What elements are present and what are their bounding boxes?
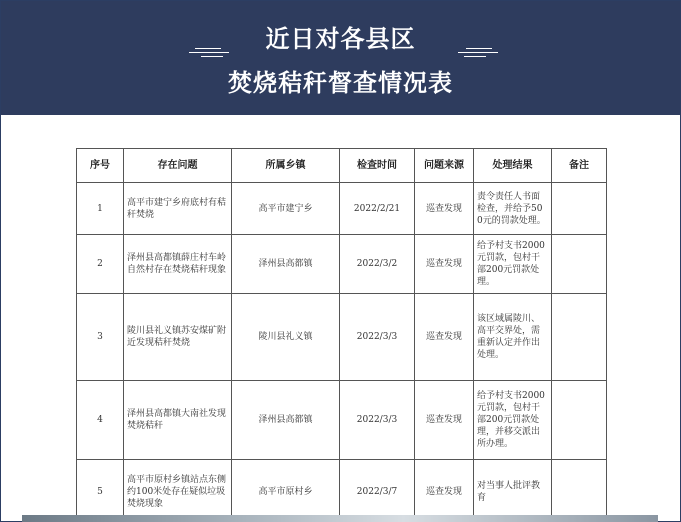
title-banner xyxy=(1,1,680,115)
cell-date: 2022/3/3 xyxy=(340,381,415,460)
banner-title-line1: 近日对各县区 xyxy=(265,25,416,53)
cell-note xyxy=(552,235,607,294)
cell-note xyxy=(552,294,607,381)
cell-date: 2022/3/3 xyxy=(340,294,415,381)
cell-source: 巡查发现 xyxy=(415,183,474,235)
cell-no: 3 xyxy=(77,294,124,381)
cell-note xyxy=(552,381,607,460)
cell-result: 该区域属陵川、高平交界处，需重新认定并作出处理。 xyxy=(474,294,552,381)
cell-note xyxy=(552,183,607,235)
cell-problem: 高平市原村乡镇站点东侧约100米处存在疑似垃圾焚烧现象 xyxy=(124,460,232,522)
left-decoration-lines xyxy=(189,46,229,60)
cell-problem: 高平市建宁乡府底村有秸秆焚烧 xyxy=(124,183,232,235)
header-note: 备注 xyxy=(552,149,607,183)
cell-result: 给予村支书2000元罚款，包村干部200元罚款处理，并移交派出所办理。 xyxy=(474,381,552,460)
header-source: 问题来源 xyxy=(415,149,474,183)
cell-date: 2022/2/21 xyxy=(340,183,415,235)
cell-source: 巡查发现 xyxy=(415,460,474,522)
table-row xyxy=(77,183,607,235)
header-date: 检查时间 xyxy=(340,149,415,183)
cell-town: 高平市原村乡 xyxy=(232,460,340,522)
header-problem: 存在问题 xyxy=(124,149,232,183)
table-row xyxy=(77,381,607,460)
cell-problem: 陵川县礼义镇苏安煤矿附近发现秸秆焚烧 xyxy=(124,294,232,381)
cell-source: 巡查发现 xyxy=(415,235,474,294)
cell-note xyxy=(552,460,607,522)
cell-no: 1 xyxy=(77,183,124,235)
cell-source: 巡查发现 xyxy=(415,381,474,460)
cell-town: 泽州县高都镇 xyxy=(232,381,340,460)
header-no: 序号 xyxy=(77,149,124,183)
cell-source: 巡查发现 xyxy=(415,294,474,381)
table-row xyxy=(77,294,607,381)
cell-no: 5 xyxy=(77,460,124,522)
banner-title-line2: 焚烧秸秆督查情况表 xyxy=(228,69,453,97)
header-town: 所属乡镇 xyxy=(232,149,340,183)
cell-date: 2022/3/2 xyxy=(340,235,415,294)
table-row xyxy=(77,460,607,522)
cell-problem: 泽州县高都镇薛庄村车岭自然村存在焚烧秸秆现象 xyxy=(124,235,232,294)
next-image-edge xyxy=(22,515,658,522)
cell-no: 2 xyxy=(77,235,124,294)
right-decoration-lines xyxy=(458,46,498,60)
cell-town: 高平市建宁乡 xyxy=(232,183,340,235)
table-header-row xyxy=(77,149,607,183)
cell-result: 责令责任人书面检查，并给予500元的罚款处理。 xyxy=(474,183,552,235)
cell-no: 4 xyxy=(77,381,124,460)
cell-date: 2022/3/7 xyxy=(340,460,415,522)
cell-result: 给予村支书2000元罚款，包村干部200元罚款处理。 xyxy=(474,235,552,294)
inspection-table xyxy=(76,148,607,522)
cell-result: 对当事人批评教育 xyxy=(474,460,552,522)
cell-problem: 泽州县高都镇大南社发现焚烧秸秆 xyxy=(124,381,232,460)
cell-town: 陵川县礼义镇 xyxy=(232,294,340,381)
table-row xyxy=(77,235,607,294)
header-result: 处理结果 xyxy=(474,149,552,183)
cell-town: 泽州县高都镇 xyxy=(232,235,340,294)
